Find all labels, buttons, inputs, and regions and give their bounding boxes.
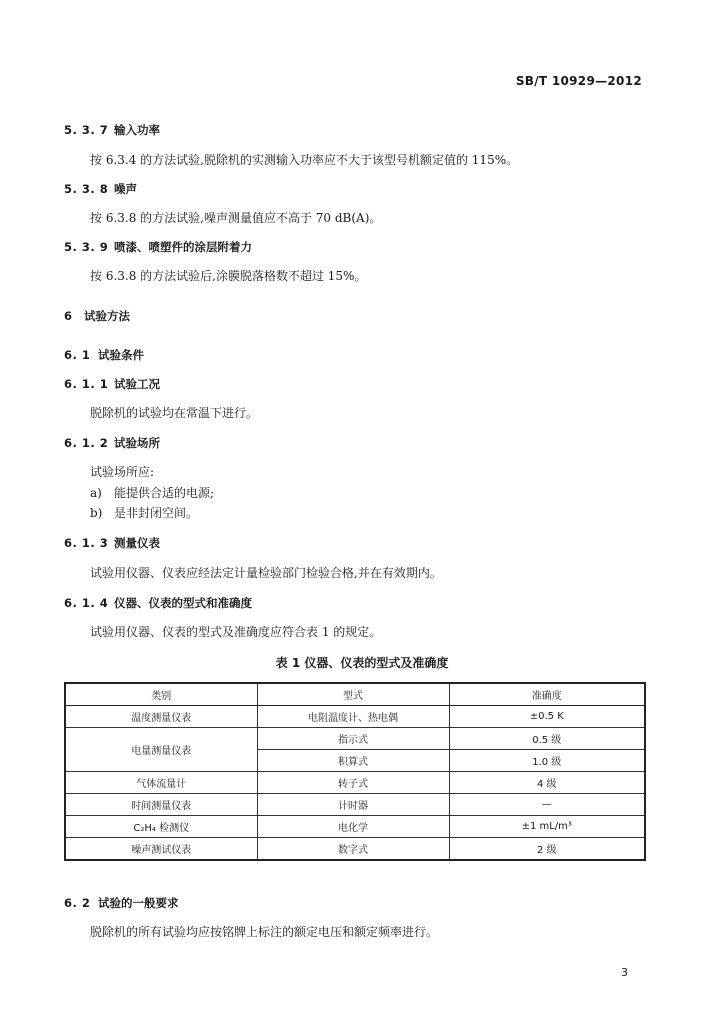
table-cell: 温度测量仪表 [65,706,257,728]
section-number: 5. 3. 8 [64,182,109,196]
list-text: 是非封闭空间。 [114,506,199,520]
table-cell: 0.5 级 [449,728,645,750]
section-number: 6 [64,309,73,323]
section-number: 6. 1. 3 [64,536,109,550]
table-cell: 4 级 [449,772,645,794]
table-header-row [65,683,645,706]
table-row [65,728,645,750]
section-title: 试验条件 [98,348,144,362]
table-row [65,838,645,861]
paragraph: 试验用仪器、仪表的型式及准确度应符合表 1 的规定。 [90,625,382,639]
paragraph: 按 6.3.8 的方法试验后,涂膜脱落格数不超过 15%。 [90,269,367,283]
table-cell: 气体流量计 [65,772,257,794]
paragraph: 按 6.3.8 的方法试验,噪声测量值应不高于 70 dB(A)。 [90,211,382,225]
table-cell: ±0.5 K [449,706,645,728]
table-cell: 时间测量仪表 [65,794,257,816]
table-cell: ±1 mL/m³ [449,816,645,838]
table-cell: 电量测量仪表 [65,728,257,772]
table-caption: 表 1 仪器、仪表的型式及准确度 [275,656,449,670]
paragraph: 试验场所应: [90,465,155,479]
list-text: 能提供合适的电源; [114,486,215,500]
section-number: 5. 3. 9 [64,240,109,254]
table-cell: 2 级 [449,838,645,861]
table-cell: 积算式 [257,750,449,772]
column-header: 准确度 [449,683,645,706]
page-number: 3 [621,966,628,979]
section-number: 6. 1. 2 [64,436,109,450]
section-title: 试验的一般要求 [98,896,179,910]
section-number: 5. 3. 7 [64,123,109,137]
table-cell: 噪声测试仪表 [65,838,257,861]
paragraph: 试验用仪器、仪表应经法定计量检验部门检验合格,并在有效期内。 [90,566,442,580]
section-number: 6. 1 [64,348,91,362]
table-row [65,816,645,838]
section-title: 输入功率 [114,123,160,137]
table-row [65,772,645,794]
table-cell: — [449,794,645,816]
section-title: 试验方法 [84,309,130,323]
paragraph: 按 6.3.4 的方法试验,脱除机的实测输入功率应不大于该型号机额定值的 115%。 [90,153,519,167]
section-title: 仪器、仪表的型式和准确度 [114,596,252,610]
section-title: 喷漆、喷塑件的涂层附着力 [114,240,252,254]
column-header: 类别 [65,683,257,706]
list-marker: a) [90,486,102,500]
section-number: 6. 2 [64,896,91,910]
list-marker: b) [90,506,103,520]
column-header: 型式 [257,683,449,706]
section-title: 试验工况 [114,377,160,391]
section-number: 6. 1. 1 [64,377,109,391]
table-row [65,706,645,728]
table-cell: 电阻温度计、热电偶 [257,706,449,728]
section-title: 噪声 [114,182,137,196]
table-cell: 计时器 [257,794,449,816]
paragraph: 脱除机的试验均在常温下进行。 [90,406,259,420]
table-cell: 数字式 [257,838,449,861]
instrument-spec-table [64,682,646,861]
paragraph: 脱除机的所有试验均应按铭牌上标注的额定电压和额定频率进行。 [90,925,439,939]
table-cell: C₂H₄ 检测仪 [65,816,257,838]
table-cell: 电化学 [257,816,449,838]
table-cell: 指示式 [257,728,449,750]
table-cell: 1.0 级 [449,750,645,772]
table-cell: 转子式 [257,772,449,794]
section-number: 6. 1. 4 [64,596,109,610]
section-title: 试验场所 [114,436,160,450]
table-row [65,794,645,816]
standard-code: SB/T 10929—2012 [515,74,642,88]
section-title: 测量仪表 [114,536,160,550]
